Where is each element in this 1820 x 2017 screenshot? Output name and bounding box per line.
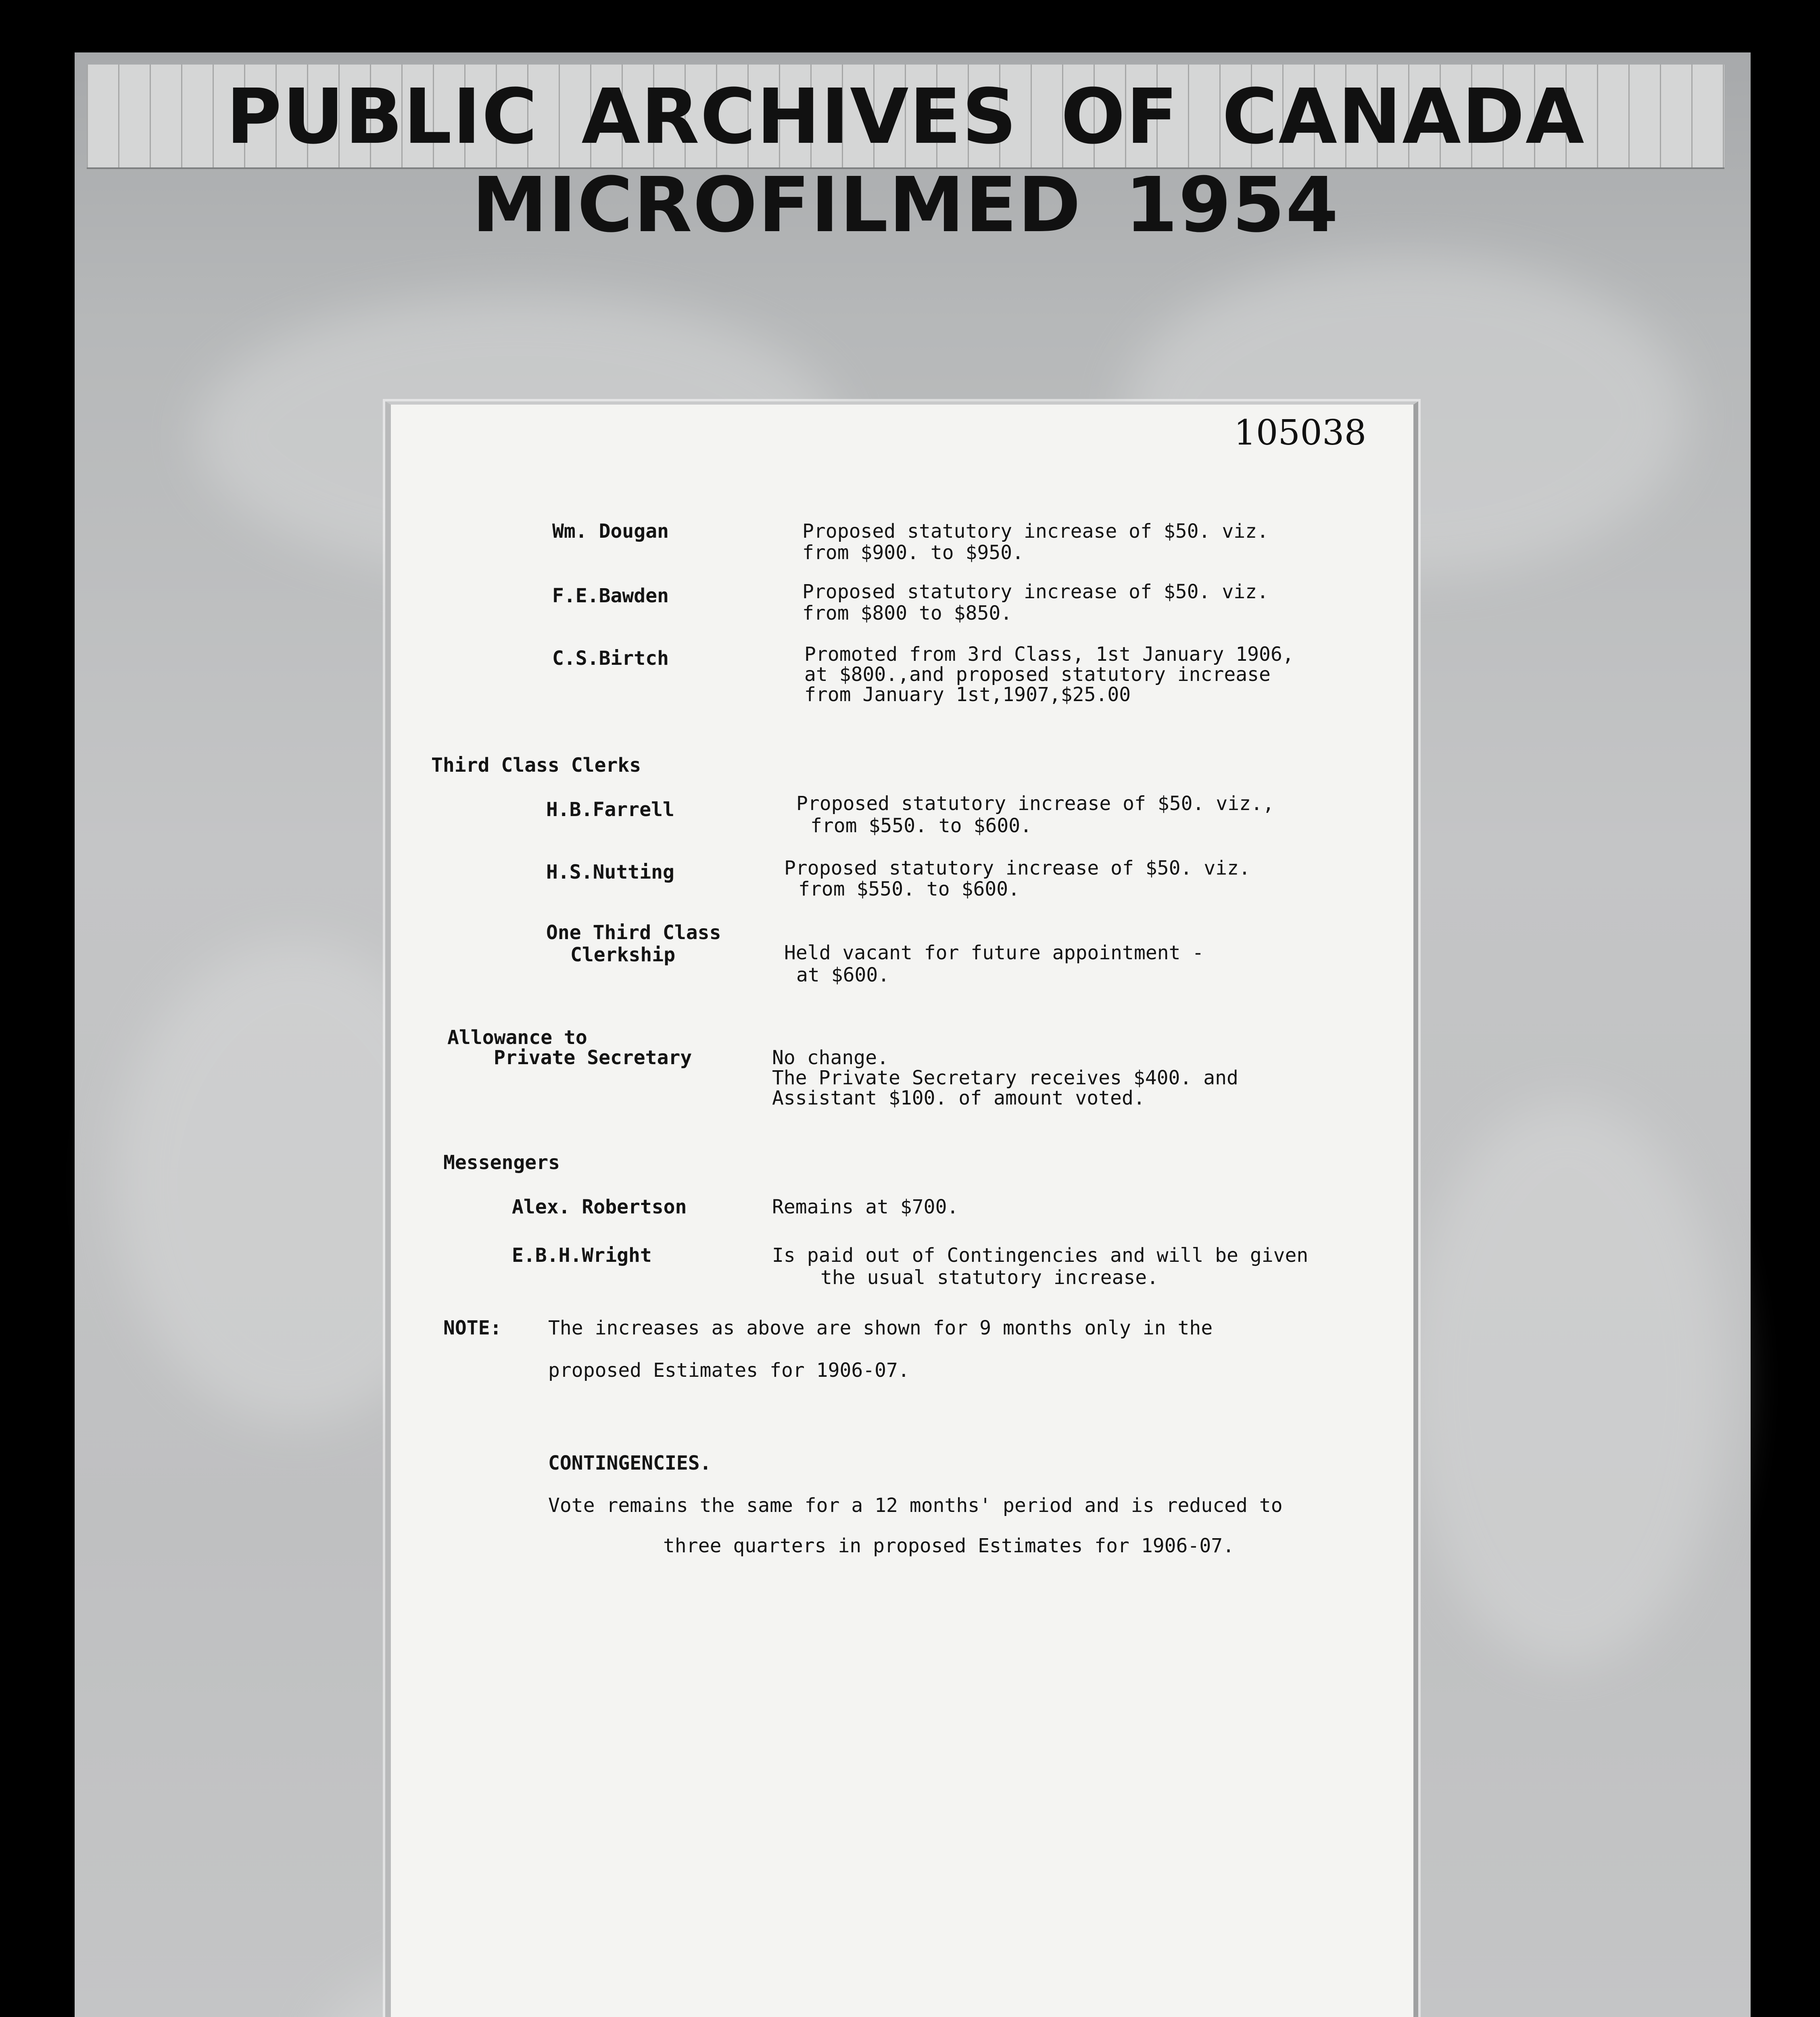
entry-name: E.B.H.Wright <box>512 1244 652 1267</box>
entry-desc-line: Proposed statutory increase of $50. viz. <box>802 580 1269 603</box>
entry-name: Clerkship <box>570 944 676 966</box>
entry-desc-line: from $550. to $600. <box>798 878 1020 900</box>
entry-desc-line: from January 1st,1907,$25.00 <box>804 683 1131 706</box>
entry-desc-line: Held vacant for future appointment - <box>784 942 1204 964</box>
entry-desc-line: Proposed statutory increase of $50. viz. <box>784 857 1250 879</box>
section-heading: Third Class Clerks <box>431 754 641 777</box>
entry-desc-line: Proposed statutory increase of $50. viz. <box>802 520 1269 543</box>
document-page <box>385 401 1418 2017</box>
entry-desc-line: the usual statutory increase. <box>820 1266 1159 1289</box>
entry-name: H.B.Farrell <box>546 798 674 821</box>
entry-name: Wm. Dougan <box>552 520 669 543</box>
entry-desc-line: from $900. to $950. <box>802 541 1024 564</box>
archive-header-text: PUBLIC ARCHIVES OF CANADA MICROFILMED 1954 <box>226 73 1585 249</box>
entry-name: C.S.Birtch <box>552 647 669 670</box>
entry-desc-line: at $800.,and proposed statutory increase <box>804 663 1271 686</box>
entry-desc-line: Remains at $700. <box>772 1196 959 1218</box>
entry-name: F.E.Bawden <box>552 585 669 607</box>
entry-name: H.S.Nutting <box>546 861 674 883</box>
entry-desc-line: Is paid out of Contingencies and will be given <box>772 1244 1309 1267</box>
entry-desc-line: The Private Secretary receives $400. and <box>772 1067 1238 1089</box>
archive-header-banner <box>87 65 1724 249</box>
contingencies-line: Vote remains the same for a 12 months' period and is reduced to <box>548 1494 1283 1517</box>
section-heading: Allowance to <box>447 1026 587 1049</box>
contingencies-line: three quarters in proposed Estimates for 1906-07. <box>663 1535 1235 1557</box>
entry-desc-line: from $550. to $600. <box>810 814 1032 837</box>
document-number: 105038 <box>1234 413 1367 453</box>
entry-name: Alex. Robertson <box>512 1196 687 1218</box>
entry-desc-line: No change. <box>772 1046 889 1069</box>
entry-desc-line: Assistant $100. of amount voted. <box>772 1087 1145 1109</box>
note-line: The increases as above are shown for 9 months only in the <box>548 1317 1213 1339</box>
entry-desc-line: Promoted from 3rd Class, 1st January 1906, <box>804 643 1294 666</box>
section-heading: Private Secretary <box>494 1046 692 1069</box>
note-line: proposed Estimates for 1906-07. <box>548 1359 910 1382</box>
entry-desc-line: Proposed statutory increase of $50. viz., <box>796 792 1274 815</box>
note-label: NOTE: <box>443 1317 502 1339</box>
section-heading: CONTINGENCIES. <box>548 1452 712 1474</box>
entry-desc-line: at $600. <box>796 964 890 986</box>
section-heading: Messengers <box>443 1151 560 1174</box>
entry-name: One Third Class <box>546 921 721 944</box>
entry-desc-line: from $800 to $850. <box>802 602 1012 624</box>
